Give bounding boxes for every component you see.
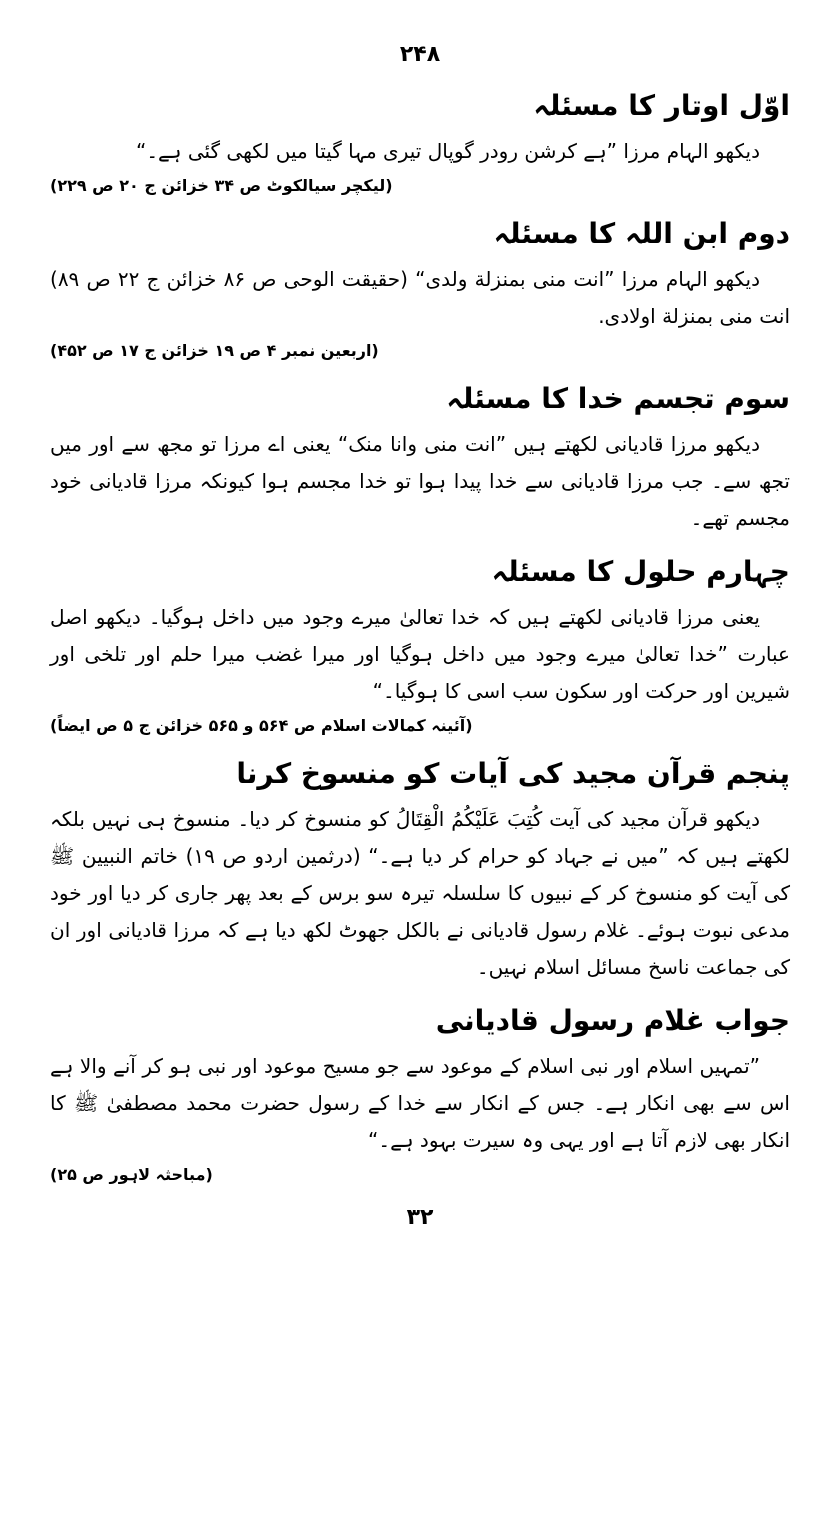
paragraph-line: خود مجسم تھے۔ bbox=[50, 469, 790, 531]
paragraph-line: اصل عبارت ”خدا تعالیٰ میرے وجود میں داخل ہوگیا اور میرا غضب میرا حلم اور تلخی اور bbox=[50, 605, 790, 667]
paragraph bbox=[50, 1048, 790, 1159]
document-page bbox=[50, 40, 790, 1233]
paragraph-line: ”تمہیں اسلام اور نبی اسلام کے موعود سے جو مسیح موعود اور نبی ہو کر آنے والا bbox=[79, 1054, 761, 1079]
paragraph-line: دیکھو قرآن مجید کی آیت کُتِبَ عَلَیْکُمُ الْقِتَالُ کو منسوخ کر دیا۔ منسوخ ہی bbox=[137, 807, 761, 832]
paragraph bbox=[50, 599, 790, 710]
paragraph-line: دیکھو الہام مرزا ”ہے کرشن رودر گوپال تیری مہا گیتا میں لکھی گئی ہے۔“ bbox=[135, 138, 760, 163]
paragraph-line: ص ۸۹) انت منی بمنزلة اولادی. bbox=[50, 266, 790, 328]
section-heading: اوّل اوتار کا مسئلہ bbox=[533, 88, 790, 122]
paragraph-line: شیرین اور حرکت اور سکون سب اسی کا ہوگیا۔“ bbox=[372, 679, 790, 704]
paragraph-line: یعنی مرزا قادیانی لکھتے ہیں کہ خدا تعالیٰ میرے وجود میں داخل ہوگیا۔ دیکھو bbox=[95, 605, 760, 630]
paragraph-line: دیکھو مرزا قادیانی لکھتے ہیں ”انت منی وانا منک“ یعنی اے مرزا تو مجھ سے bbox=[121, 432, 761, 457]
paragraph bbox=[50, 261, 790, 335]
reference: (اربعین نمبر ۴ ص ۱۹ خزائن ج ۱۷ ص ۴۵۲) bbox=[50, 340, 379, 360]
paragraph-line: اور خود مدعی نبوت ہوئے۔ غلام رسول قادیانی نے بالکل جھوٹ لکھ دیا ہے کہ مرزا قادیانی bbox=[50, 881, 790, 943]
section-heading: دوم ابن اللہ کا مسئلہ bbox=[493, 216, 790, 250]
paragraph-line: انکار بھی لازم آتا ہے اور یہی وہ سیرت بہود ہے۔“ bbox=[368, 1128, 790, 1153]
paragraph-line: النبیین ﷺ کی آیت کو منسوخ کر کے نبیوں کا سلسلہ تیرہ سو برس کے بعد پھر جاری کر دیا bbox=[50, 844, 790, 906]
reference: (آئینہ کمالات اسلام ص ۵۶۴ و ۵۶۵ خزائن ج ۵ ص ایضاً) bbox=[50, 716, 473, 736]
section-heading: چہارم حلول کا مسئلہ bbox=[491, 555, 790, 589]
section-heading: سوم تجسم خدا کا مسئلہ bbox=[446, 382, 790, 416]
paragraph-line: نہیں بلکہ لکھتے ہیں کہ ”میں نے جہاد کو حرام کر دیا ہے۔“ (درثمین اردو ص ۱۹) خاتم bbox=[50, 807, 790, 869]
paragraph bbox=[50, 801, 790, 986]
reference: (لیکچر سیالکوٹ ص ۳۴ خزائن ج ۲۰ ص ۲۲۹) bbox=[50, 175, 393, 195]
paragraph-line: اور میں تجھ سے۔ جب مرزا قادیانی سے خدا پیدا ہوا تو خدا مجسم ہوا کیونکہ مرزا قادیانی bbox=[50, 432, 790, 494]
paragraph bbox=[50, 426, 790, 537]
paragraph-line: اور ان کی جماعت ناسخ مسائل اسلام نہیں۔ bbox=[50, 918, 790, 980]
section-heading: پنجم قرآن مجید کی آیات کو منسوخ کرنا bbox=[236, 757, 790, 791]
paragraph-line: دیکھو الہام مرزا ”انت منی بمنزلة ولدی“ (حقیقت الوحی ص ۸۶ خزائن ج ۲۲ bbox=[117, 266, 761, 291]
reference: (مباحثہ لاہور ص ۲۵) bbox=[50, 1165, 213, 1185]
paragraph bbox=[50, 133, 790, 170]
page-number-bottom: ۳۲ bbox=[406, 1204, 434, 1230]
paragraph-line: ہے اس سے بھی انکار ہے۔ جس کے انکار سے خدا کے رسول حضرت محمد مصطفیٰ ﷺ کا bbox=[50, 1054, 790, 1116]
section-heading: جواب غلام رسول قادیانی bbox=[435, 1004, 790, 1038]
page-number-top: ۲۴۸ bbox=[399, 42, 441, 67]
